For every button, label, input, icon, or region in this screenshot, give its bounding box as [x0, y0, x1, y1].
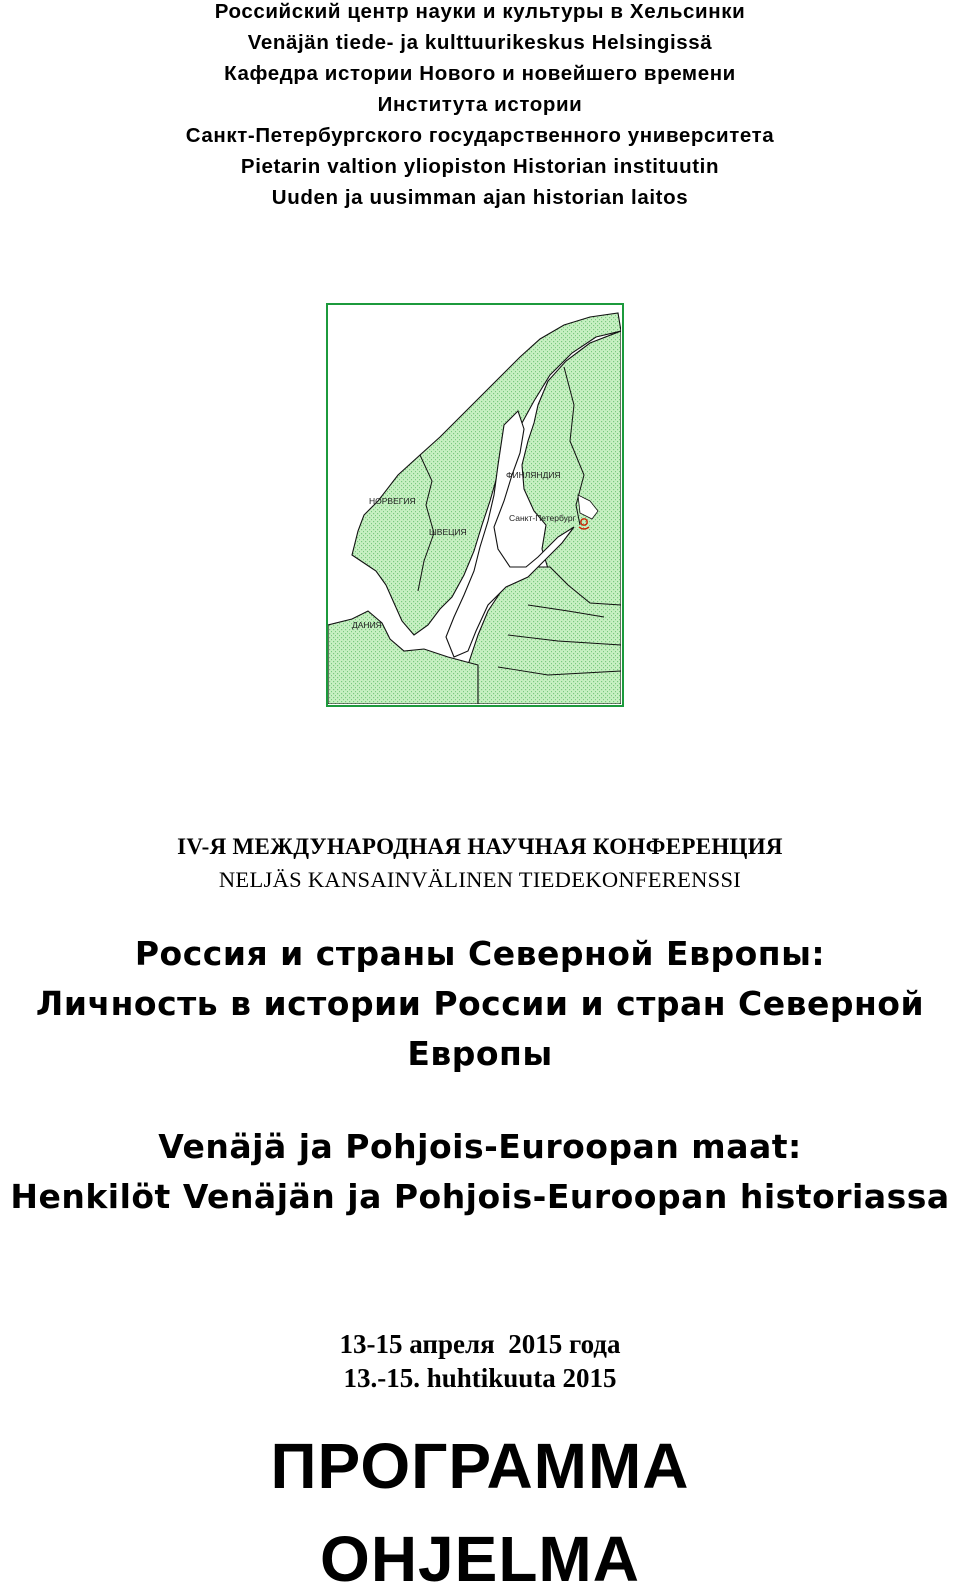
conference-title-fi: NELJÄS KANSAINVÄLINEN TIEDEKONFERENSSI [218, 867, 742, 892]
label-sweden: ШВЕЦИЯ [429, 527, 467, 537]
organizers-header [0, 0, 960, 213]
header-line: Санкт-Петербургского государственного университета [185, 124, 775, 147]
label-stpetersburg: Санкт-Петербург [509, 513, 576, 523]
conference-title-ru: IV-Я МЕЖДУНАРОДНАЯ НАУЧНАЯ КОНФЕРЕНЦИЯ [177, 834, 783, 859]
northern-europe-map [326, 303, 624, 707]
header-line: Российский центр науки и культуры в Хельсинки [214, 0, 746, 23]
theme-title-line: Россия и страны Северной Европы: [134, 934, 826, 973]
program-heading-ru: ПРОГРАММА [270, 1430, 690, 1502]
header-line: Института истории [377, 93, 583, 116]
theme-title-line: Европы [407, 1034, 553, 1073]
label-finland: ФИНЛЯНДИЯ [506, 470, 561, 480]
header-line: Pietarin valtion yliopiston Historian instituutin [240, 155, 720, 178]
theme-title-ru [0, 929, 960, 1079]
map-graphic [328, 305, 621, 704]
header-line: Uuden ja uusimman ajan historian laitos [271, 186, 689, 209]
conference-dates-ru: 13-15 апреля 2015 года [339, 1329, 621, 1359]
program-heading-fi: OHJELMA [320, 1523, 640, 1595]
label-denmark: ДАНИЯ [352, 620, 382, 630]
header-line: Кафедра истории Нового и новейшего времени [224, 62, 736, 85]
conference-dates-fi: 13.-15. huhtikuuta 2015 [343, 1363, 617, 1393]
label-norway: НОРВЕГИЯ [369, 496, 416, 506]
theme-title-line: Venäjä ja Pohjois-Euroopan maat: [158, 1127, 802, 1166]
theme-title-fi [0, 1122, 960, 1222]
theme-title-line: Личность в истории России и стран Северной [35, 984, 925, 1023]
theme-title-line: Henkilöt Venäjän ja Pohjois-Euroopan historiassa [10, 1177, 950, 1216]
header-line: Venäjän tiede- ja kulttuurikeskus Helsingissä [247, 31, 713, 54]
